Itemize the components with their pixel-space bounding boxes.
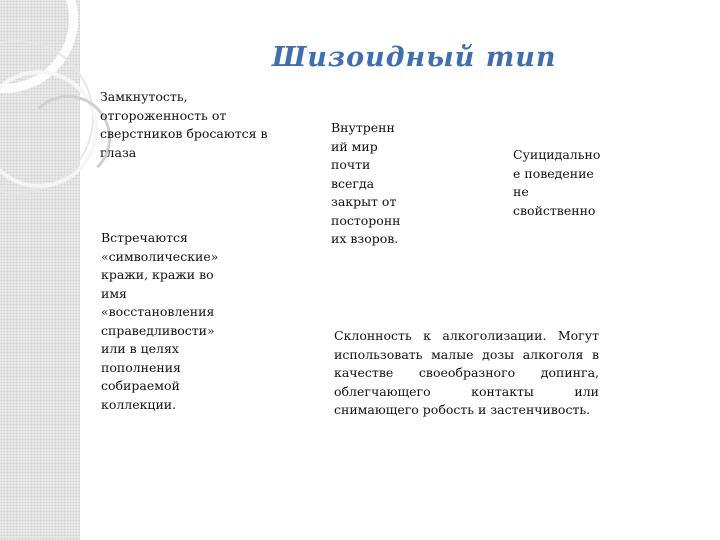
- text-block-inner-world: Внутренн ий мир почти всегда закрыт от посторонн их взоров.: [331, 120, 401, 246]
- slide-title: Шизоидный тип: [272, 42, 557, 73]
- ring-decoration: [25, 95, 111, 181]
- text-block-isolation: Замкнутость, отгороженность от сверстников бросаются в глаза: [100, 89, 268, 160]
- text-block-alcohol: Склонность к алкоголизации. Могут использовать малые дозы алкоголя в качестве своеобразного допинга, облегчающего контакты или снимающего робость и застенчивость.: [334, 328, 599, 417]
- text-block-thefts: Встречаются «символические» кражи, кражи во имя «восстановления справедливости» или в целях пополнения собираемой коллекции.: [101, 230, 219, 412]
- text-block-suicidal: Суицидально е поведение не свойственно: [513, 147, 601, 218]
